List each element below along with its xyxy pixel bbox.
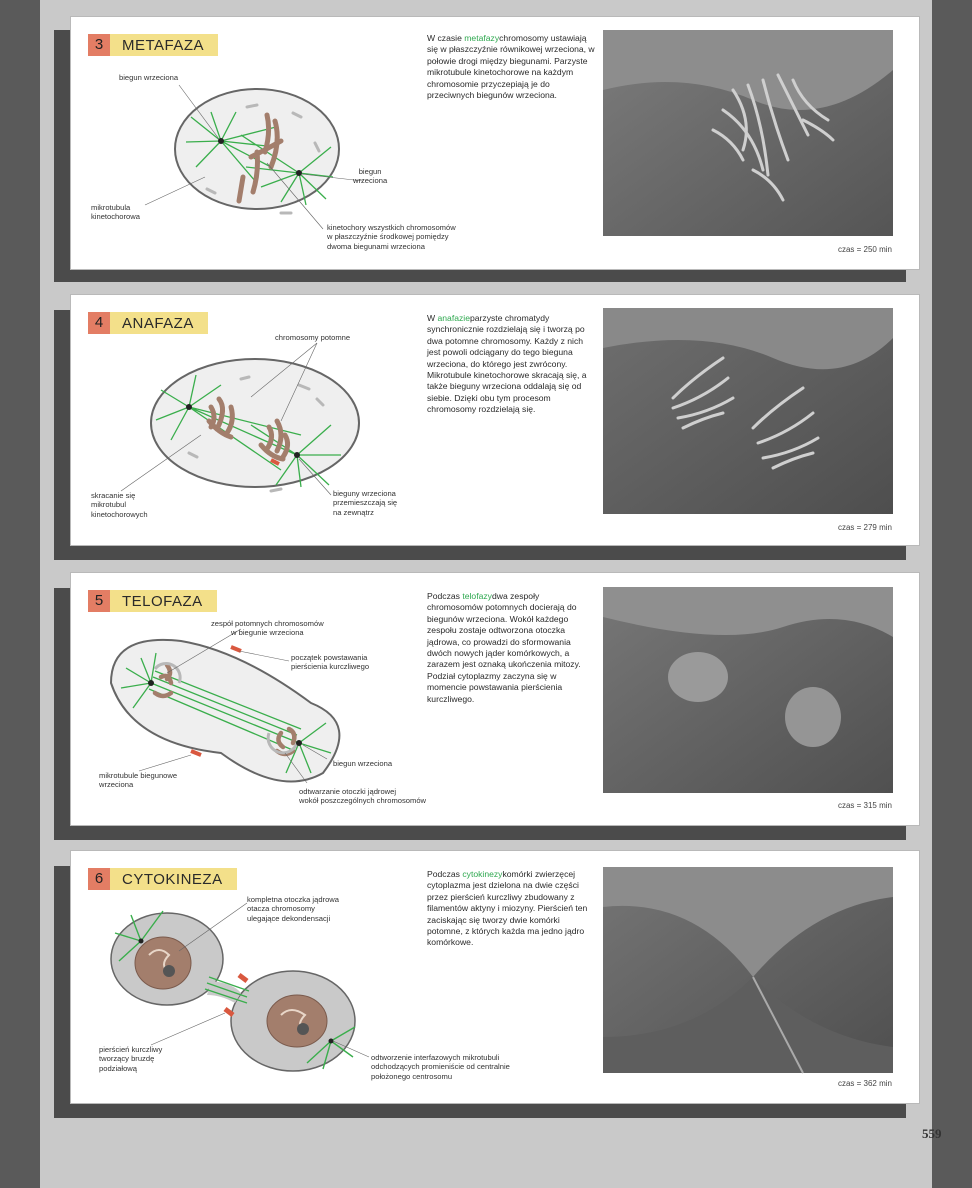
stage-panel-telophase xyxy=(70,572,920,826)
stage-title: CYTOKINEZA xyxy=(122,870,223,888)
keyword: telofazy xyxy=(462,591,492,601)
stage-panel-metaphase xyxy=(70,16,920,270)
label-complete-envelope: kompletna otoczka jądrowa otacza chromosomy ulegające dekondensacji xyxy=(247,895,340,923)
micrograph xyxy=(603,587,893,793)
micrograph xyxy=(603,308,893,514)
label-envelope-reforming: odtwarzanie otoczki jądrowej wokół poszczególnych chromosomów xyxy=(299,787,427,806)
stage-description: W czasie metafazychromosomy ustawiają się w płaszczyźnie równikowej wrzeciona, w połowie drogi między biegunami. Parzyste mikrotubule kinetochorowe na każdym chromosomie przyczepiają je do przeciwnych biegunów wrzeciona. xyxy=(427,33,595,101)
label-polar-microtubules: mikrotubule biegunowe wrzeciona xyxy=(99,771,178,790)
label-contractile-ring: pierścień kurczliwy tworzący bruzdę podziałową xyxy=(99,1045,163,1073)
label-kinetochores: kinetochory wszystkich chromosomów w płaszczyźnie środkowej pomiędzy dwoma biegunami wrzeciona xyxy=(327,223,456,251)
stage-description: W anafazieparzyste chromatydy synchronicznie rozdzielają się i tworzą po dwa potomne chromosomy. Każdy z nich jest powoli odciągany do tego bieguna wrzeciona, do którego jest zwrócony. Mikrotubule kinetochorowe skracają się, a także bieguny wrzeciona oddalają się od siebie. Dzięki obu tym procesom chromosomy rozdzielają się. xyxy=(427,313,587,415)
label-daughter-chromosomes: chromosomy potomne xyxy=(275,333,351,342)
label-spindle-pole: biegun wrzeciona xyxy=(333,759,393,768)
label-kinetochore-shortening: skracanie się mikrotubul kinetochorowych xyxy=(91,491,148,519)
keyword: anafazie xyxy=(437,313,470,323)
time-label: czas = 250 min xyxy=(837,245,892,254)
stage-number: 5 xyxy=(88,590,110,612)
label-kinetochore-microtubule: mikrotubula kinetochorowa xyxy=(91,203,140,222)
keyword: metafazy xyxy=(464,33,500,43)
stage-title: TELOFAZA xyxy=(122,592,203,610)
stage-panel-cytokinesis xyxy=(70,850,920,1104)
stage-title: METAFAZA xyxy=(122,36,205,54)
stage-panel-anaphase xyxy=(70,294,920,546)
keyword: cytokinezy xyxy=(462,869,503,879)
micrograph xyxy=(603,30,893,236)
stage-number: 4 xyxy=(88,312,110,334)
page-number: 559 xyxy=(922,1126,942,1141)
label-daughter-set: zespół potomnych chromosomów w biegunie wrzeciona xyxy=(211,619,324,638)
label-ring-start: początek powstawania pierścienia kurczliwego xyxy=(291,653,370,672)
stage-title: ANAFAZA xyxy=(122,314,194,332)
label-poles-move-out: bieguny wrzeciona przemieszczają się na zewnątrz xyxy=(333,489,398,517)
stage-number: 3 xyxy=(88,34,110,56)
time-label: czas = 362 min xyxy=(837,1079,892,1088)
label-spindle-pole-right: biegun wrzeciona xyxy=(353,167,388,186)
stage-description: Podczas telofazydwa zespoły chromosomów potomnych docierają do biegunów wrzeciona. Wokół każdego zespołu zostaje odtworzona otoczka jądrowa, co prowadzi do sformowania dwóch nowych jąder komórkowych, a zarazem jest oznaką ukończenia mitozy. Podział cytoplazmy zaczyna się w momencie powstawania pierścienia kurczliwego. xyxy=(427,591,581,704)
stage-description: Podczas cytokinezykomórki zwierzęcej cytoplazma jest dzielona na dwie części przez pierścień kurczliwy zbudowany z filamentów aktyny i miozyny. Pierścień ten zaciskając się tworzy dwie komórki potomne, z których każda ma jedno jądro komórkowe. xyxy=(427,869,588,948)
label-spindle-pole: biegun wrzeciona xyxy=(119,73,179,82)
time-label: czas = 315 min xyxy=(837,801,892,810)
micrograph xyxy=(603,867,893,1073)
label-interphase-microtubules: odtworzenie interfazowych mikrotubuli odchodzących promieniście od centralnie położonego centrosomu xyxy=(371,1053,510,1081)
stage-number: 6 xyxy=(88,868,110,890)
time-label: czas = 279 min xyxy=(837,523,892,532)
